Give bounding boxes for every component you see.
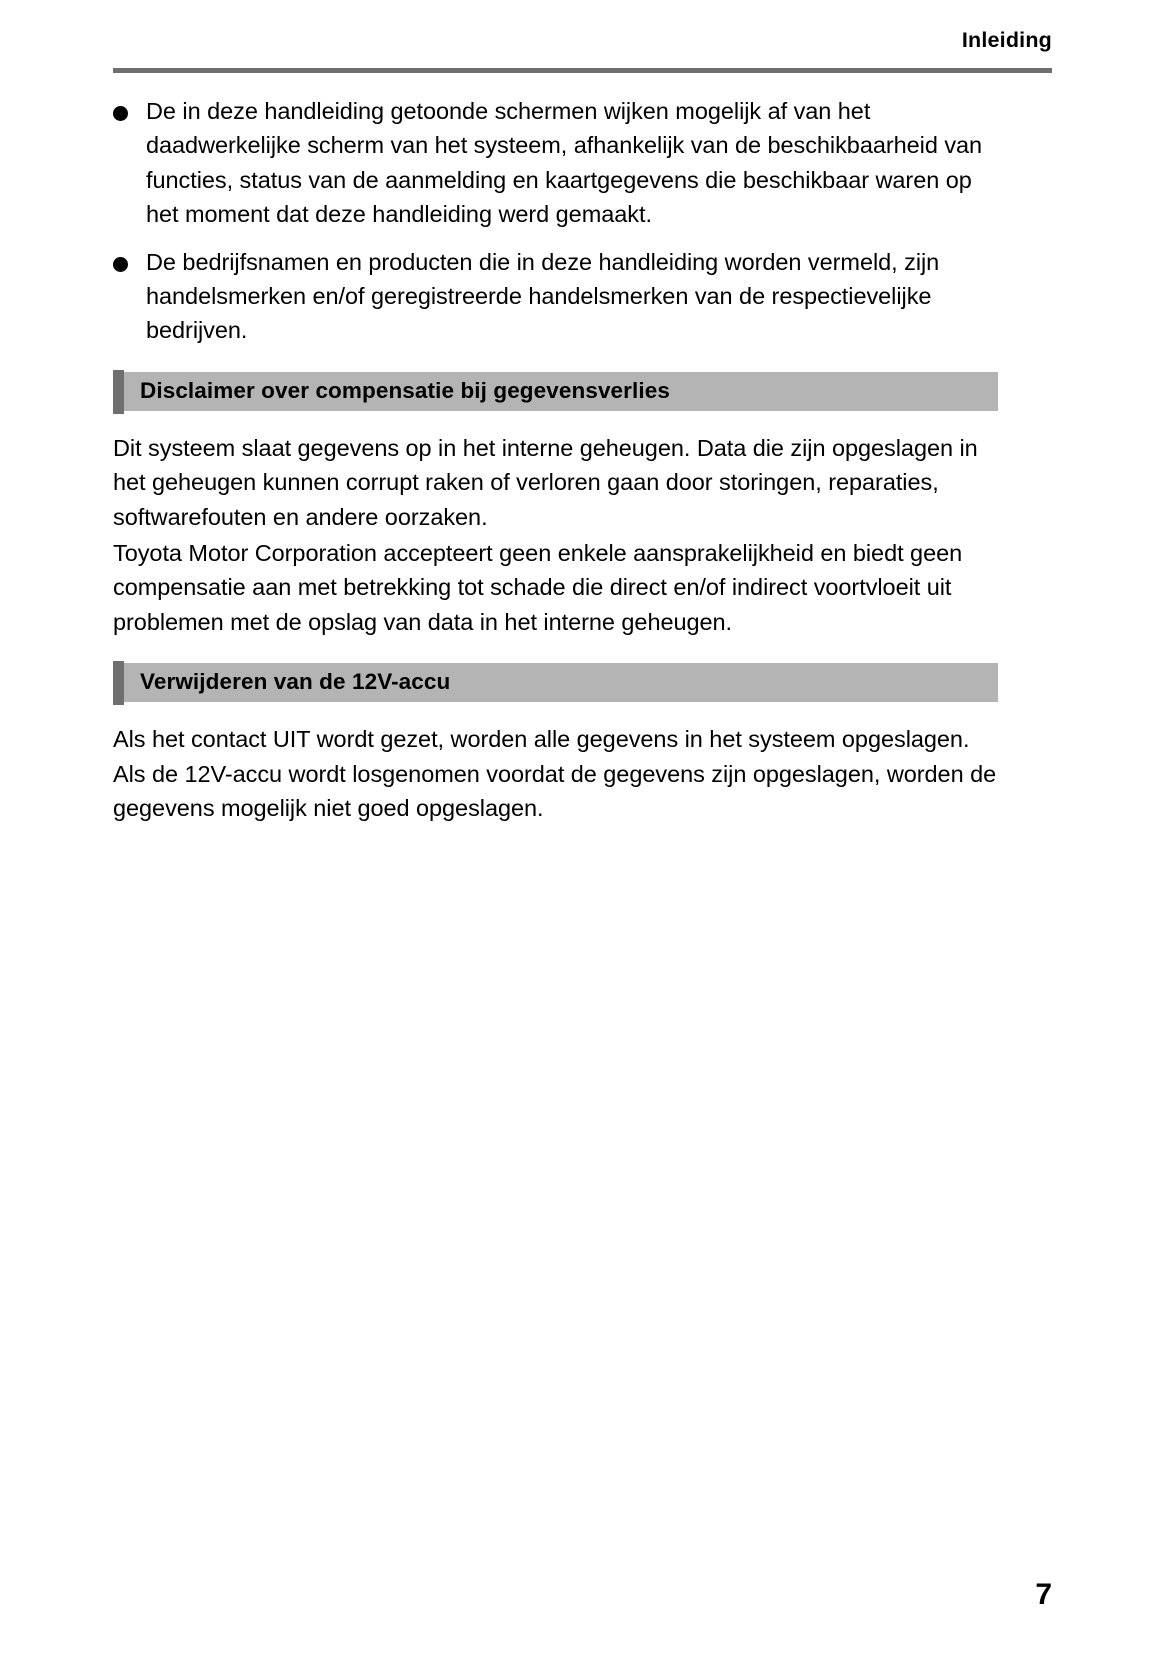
section-body bbox=[113, 722, 998, 825]
bullet-item-text: De bedrijfsnamen en producten die in deze handleiding worden vermeld, zijn handelsmerken en/of geregistreerde handelsmerken van de respectievelijke bedrijven. bbox=[146, 248, 940, 344]
paragraph: Dit systeem slaat gegevens op in het interne geheugen. Data die zijn opgeslagen in het geheugen kunnen corrupt raken of verloren gaan door storingen, reparaties, softwarefouten en andere oorzaken. bbox=[113, 434, 978, 530]
intro-bullet-list bbox=[113, 94, 998, 348]
header-title: Inleiding bbox=[961, 28, 1052, 52]
list-item bbox=[113, 245, 998, 348]
paragraph: Als het contact UIT wordt gezet, worden alle gegevens in het systeem opgeslagen. Als de 12V-accu wordt losgenomen voordat de gegevens zijn opgeslagen, worden de gegevens mogelijk niet goed opgeslagen. bbox=[113, 726, 997, 822]
bullet-point-icon bbox=[113, 106, 128, 121]
list-item bbox=[113, 94, 998, 232]
section-body bbox=[113, 431, 998, 639]
paragraph: Toyota Motor Corporation accepteert geen enkele aansprakelijkheid en biedt geen compensatie aan met betrekking tot schade die direct en/of indirect voortvloeit uit problemen met de opslag van data in het interne geheugen. bbox=[113, 540, 963, 635]
section-heading-title: Disclaimer over compensatie bij gegevensverlies bbox=[140, 377, 670, 403]
bullet-point-icon bbox=[113, 257, 128, 272]
header-divider-rule bbox=[113, 68, 1052, 73]
section-heading-bar bbox=[113, 372, 998, 411]
section-heading-title: Verwijderen van de 12V-accu bbox=[140, 669, 451, 695]
section-heading-bar bbox=[113, 663, 998, 702]
page-content bbox=[113, 94, 998, 826]
bullet-item-text: De in deze handleiding getoonde schermen wijken mogelijk af van het daadwerkelijke scherm van het systeem, afhankelijk van de beschikbaarheid van functies, status van de aanmelding en kaartgegevens die beschikbaar waren op het moment dat deze handleiding werd gemaakt. bbox=[146, 98, 983, 228]
page-number: 7 bbox=[1035, 1578, 1052, 1611]
